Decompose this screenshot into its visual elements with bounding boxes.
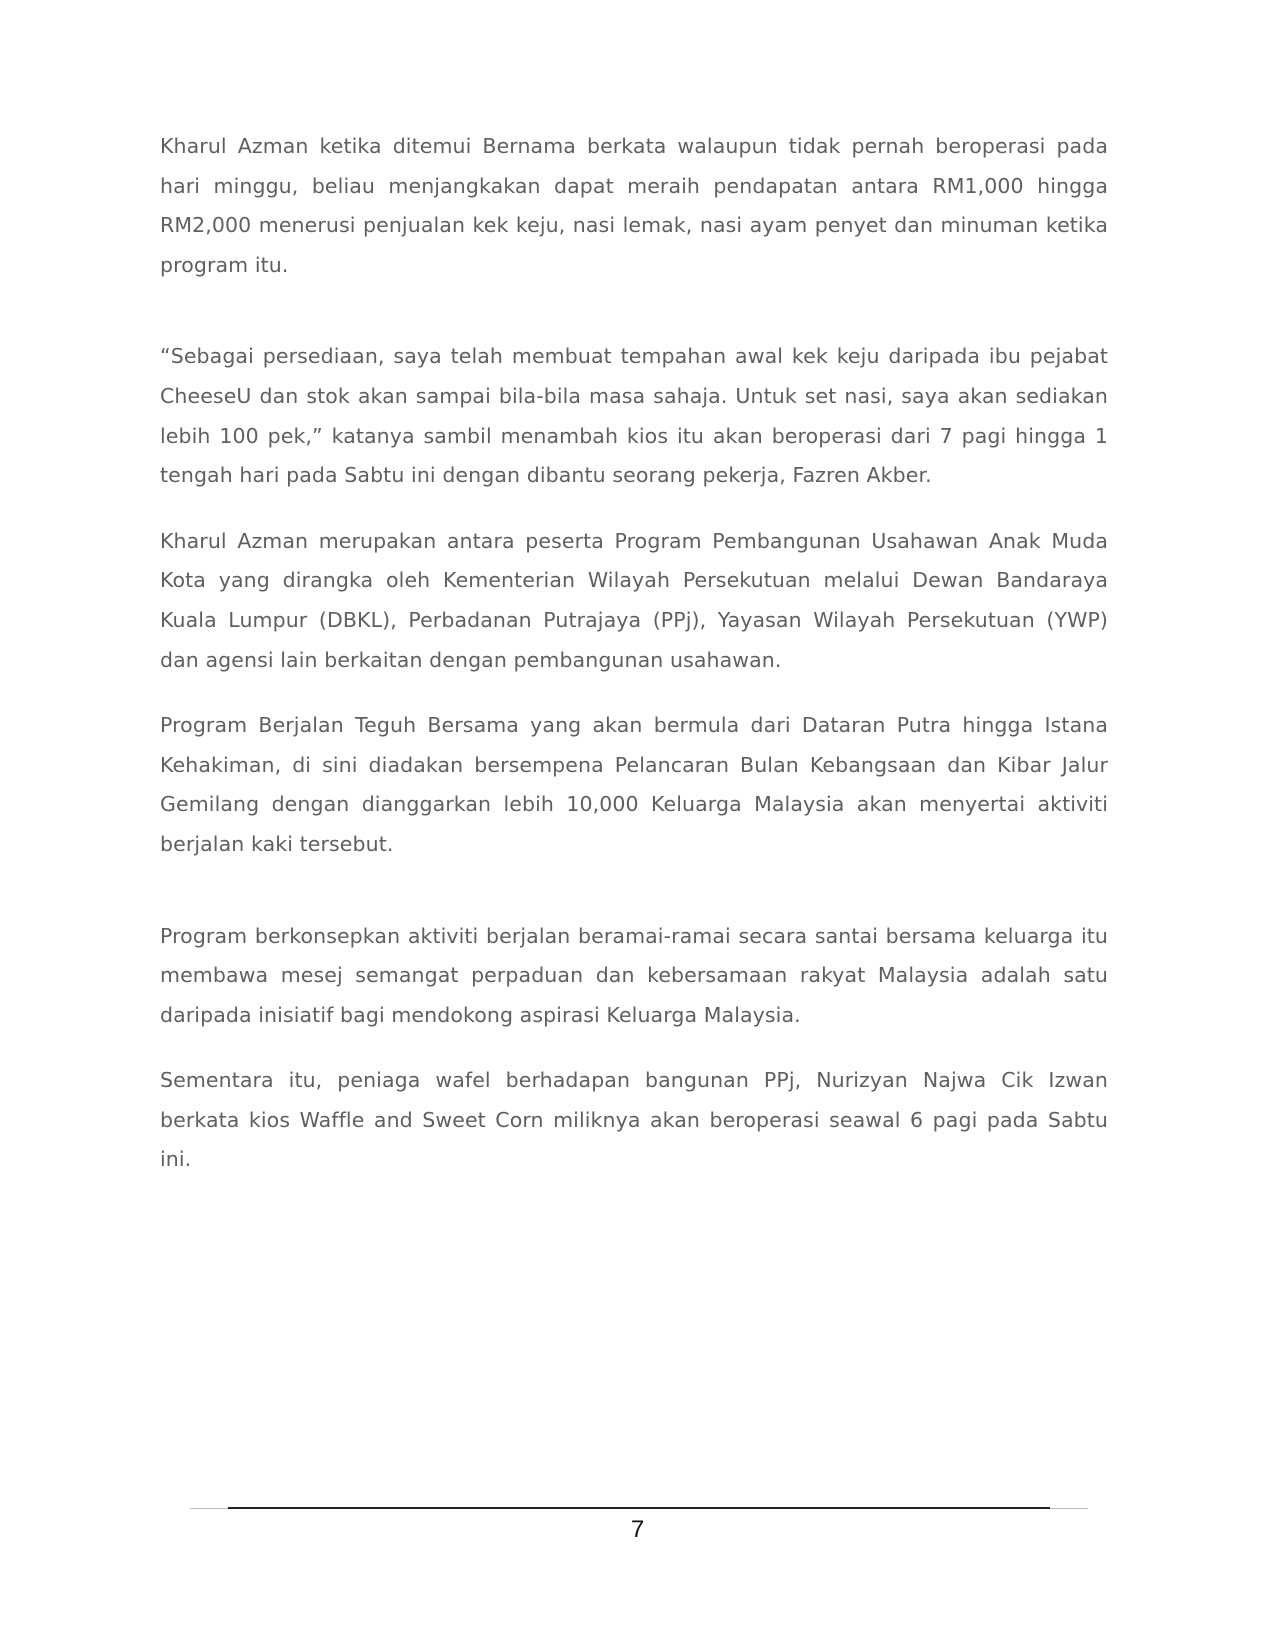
paragraph-2: “Sebagai persediaan, saya telah membuat tempahan awal kek keju daripada ibu pejabat CheeseU dan stok akan sampai bila-bila masa sahaja. Untuk set nasi, saya akan sediakan lebih 100 pek,” katanya sambil menambah kios itu akan beroperasi dari 7 pagi hingga 1 tengah hari pada Sabtu ini dengan dibantu seorang pekerja, Fazren Akber. <box>160 344 1108 488</box>
paragraph-1: Kharul Azman ketika ditemui Bernama berkata walaupun tidak pernah beroperasi pada hari minggu, beliau menjangkakan dapat meraih pendapatan antara RM1,000 hingga RM2,000 menerusi penjualan kek keju, nasi lemak, nasi ayam penyet dan minuman ketika program itu. <box>160 134 1108 277</box>
footer-rule <box>228 1507 1050 1509</box>
paragraph-6: Sementara itu, peniaga wafel berhadapan bangunan PPj, Nurizyan Najwa Cik Izwan berkata kios Waffle and Sweet Corn miliknya akan beroperasi seawal 6 pagi pada Sabtu ini. <box>160 1068 1108 1172</box>
paragraph-3: Kharul Azman merupakan antara peserta Program Pembangunan Usahawan Anak Muda Kota yang dirangka oleh Kementerian Wilayah Persekutuan melalui Dewan Bandaraya Kuala Lumpur (DBKL), Perbadanan Putrajaya (PPj), Yayasan Wilayah Persekutuan (YWP) dan agensi lain berkaitan dengan pembangunan usahawan. <box>160 528 1108 672</box>
page-number: 7 <box>630 1516 645 1543</box>
article-body <box>160 127 1108 1180</box>
paragraph-5: Program berkonsepkan aktiviti berjalan beramai-ramai secara santai bersama keluarga itu membawa mesej semangat perpaduan dan kebersamaan rakyat Malaysia adalah satu daripada inisiatif bagi mendokong aspirasi Keluarga Malaysia. <box>160 923 1108 1027</box>
paragraph-4: Program Berjalan Teguh Bersama yang akan bermula dari Dataran Putra hingga Istana Kehakiman, di sini diadakan bersempena Pelancaran Bulan Kebangsaan dan Kibar Jalur Gemilang dengan dianggarkan lebih 10,000 Keluarga Malaysia akan menyertai aktiviti berjalan kaki tersebut. <box>160 713 1108 856</box>
